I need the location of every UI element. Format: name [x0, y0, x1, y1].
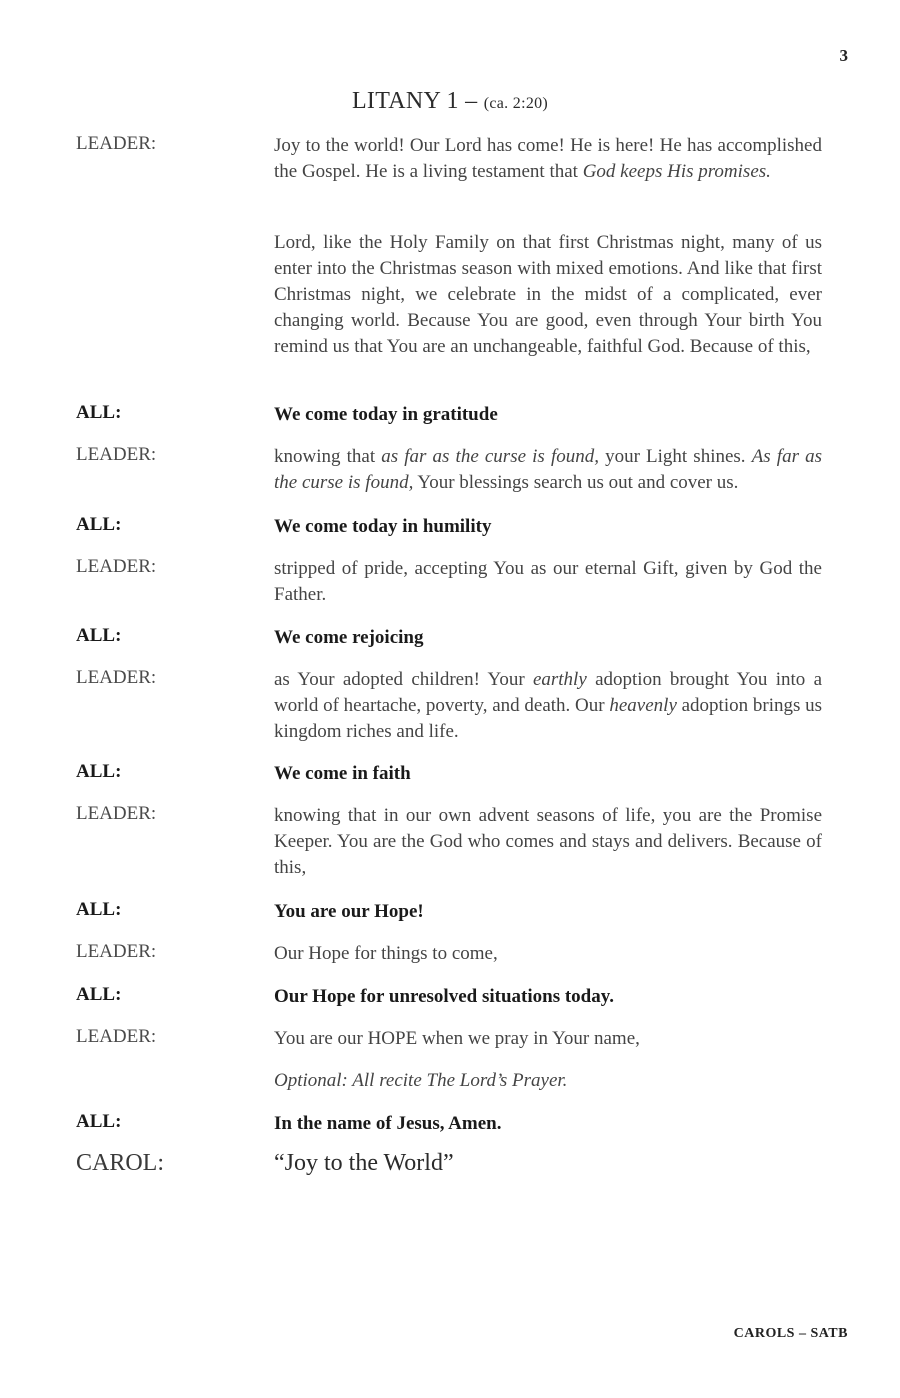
carol-label: CAROL:	[76, 1150, 165, 1176]
response-text: We come in faith	[274, 763, 411, 784]
leader-text	[274, 133, 822, 185]
speaker-leader: LEADER:	[76, 444, 157, 465]
text-run: You are our HOPE when we pray in Your name,	[274, 1028, 640, 1049]
leader-text	[274, 556, 822, 608]
italic-phrase: Optional: All recite The Lord’s Prayer.	[274, 1070, 568, 1091]
response-text: You are our Hope!	[274, 901, 424, 922]
leader-text	[274, 803, 822, 881]
leader-text	[274, 1068, 822, 1094]
text-run: your Light shines.	[598, 446, 752, 467]
response-text: Our Hope for unresolved situations today.	[274, 986, 614, 1007]
leader-text	[274, 444, 822, 496]
text-run: adoption brought You into a world of heartache, poverty, and death. Our	[274, 669, 822, 716]
text-run: adoption brings us kingdom riches and life.	[274, 695, 823, 742]
text-run: stripped of pride, accepting You as our eternal Gift, given by God the Father.	[274, 558, 822, 605]
speaker-leader: LEADER:	[76, 556, 157, 577]
leader-text	[274, 230, 822, 360]
speaker-leader: LEADER:	[76, 803, 157, 824]
text-run: knowing that	[274, 446, 382, 467]
page-number: 3	[839, 46, 848, 65]
response-text: In the name of Jesus, Amen.	[274, 1113, 502, 1134]
page-title	[0, 88, 900, 115]
italic-phrase: earthly	[532, 669, 587, 690]
speaker-all: ALL:	[76, 402, 122, 423]
leader-text	[274, 941, 822, 967]
speaker-all: ALL:	[76, 514, 122, 535]
italic-phrase: As far as the curse is found,	[274, 446, 822, 493]
speaker-all: ALL:	[76, 625, 122, 646]
speaker-leader: LEADER:	[76, 667, 157, 688]
text-run: Lord, like the Holy Family on that first Christmas night, many of us enter into the Christmas season with mixed emotions. And like that first Christmas night, we celebrate in the midst of a complicated, ever changing world. Because You are good, even through Your birth You remind us that You are an unchangeable, faithful God. Because of this,	[274, 232, 822, 357]
speaker-all: ALL:	[76, 1111, 122, 1132]
response-text: We come today in gratitude	[274, 404, 498, 425]
speaker-leader: LEADER:	[76, 133, 157, 154]
leader-text	[274, 667, 822, 745]
speaker-all: ALL:	[76, 761, 122, 782]
response-text: We come rejoicing	[274, 627, 424, 648]
speaker-leader: LEADER:	[76, 941, 157, 962]
title-duration: (ca. 2:20)	[483, 95, 549, 112]
carol-title: “Joy to the World”	[274, 1150, 454, 1176]
text-run: Our Hope for things to come,	[274, 943, 498, 964]
text-run: Joy to the world! Our Lord has come! He is here! He has accomplished the Gospel. He is a living testament that	[274, 135, 822, 182]
speaker-leader: LEADER:	[76, 1026, 157, 1047]
title-main: LITANY 1 –	[351, 88, 478, 114]
response-text: We come today in humility	[274, 516, 492, 537]
italic-phrase: as far as the curse is found,	[381, 446, 599, 467]
speaker-all: ALL:	[76, 899, 122, 920]
speaker-all: ALL:	[76, 984, 122, 1005]
text-run: Your blessings search us out and cover us.	[413, 472, 739, 493]
footer-label: CAROLS – SATB	[733, 1326, 848, 1341]
text-run: knowing that in our own advent seasons of life, you are the Promise Keeper. You are the God who comes and stays and delivers. Because of this,	[274, 805, 822, 878]
italic-phrase: heavenly	[609, 695, 677, 716]
text-run: as Your adopted children! Your	[274, 669, 533, 690]
leader-text	[274, 1026, 822, 1052]
italic-phrase: God keeps His promises.	[582, 161, 771, 182]
